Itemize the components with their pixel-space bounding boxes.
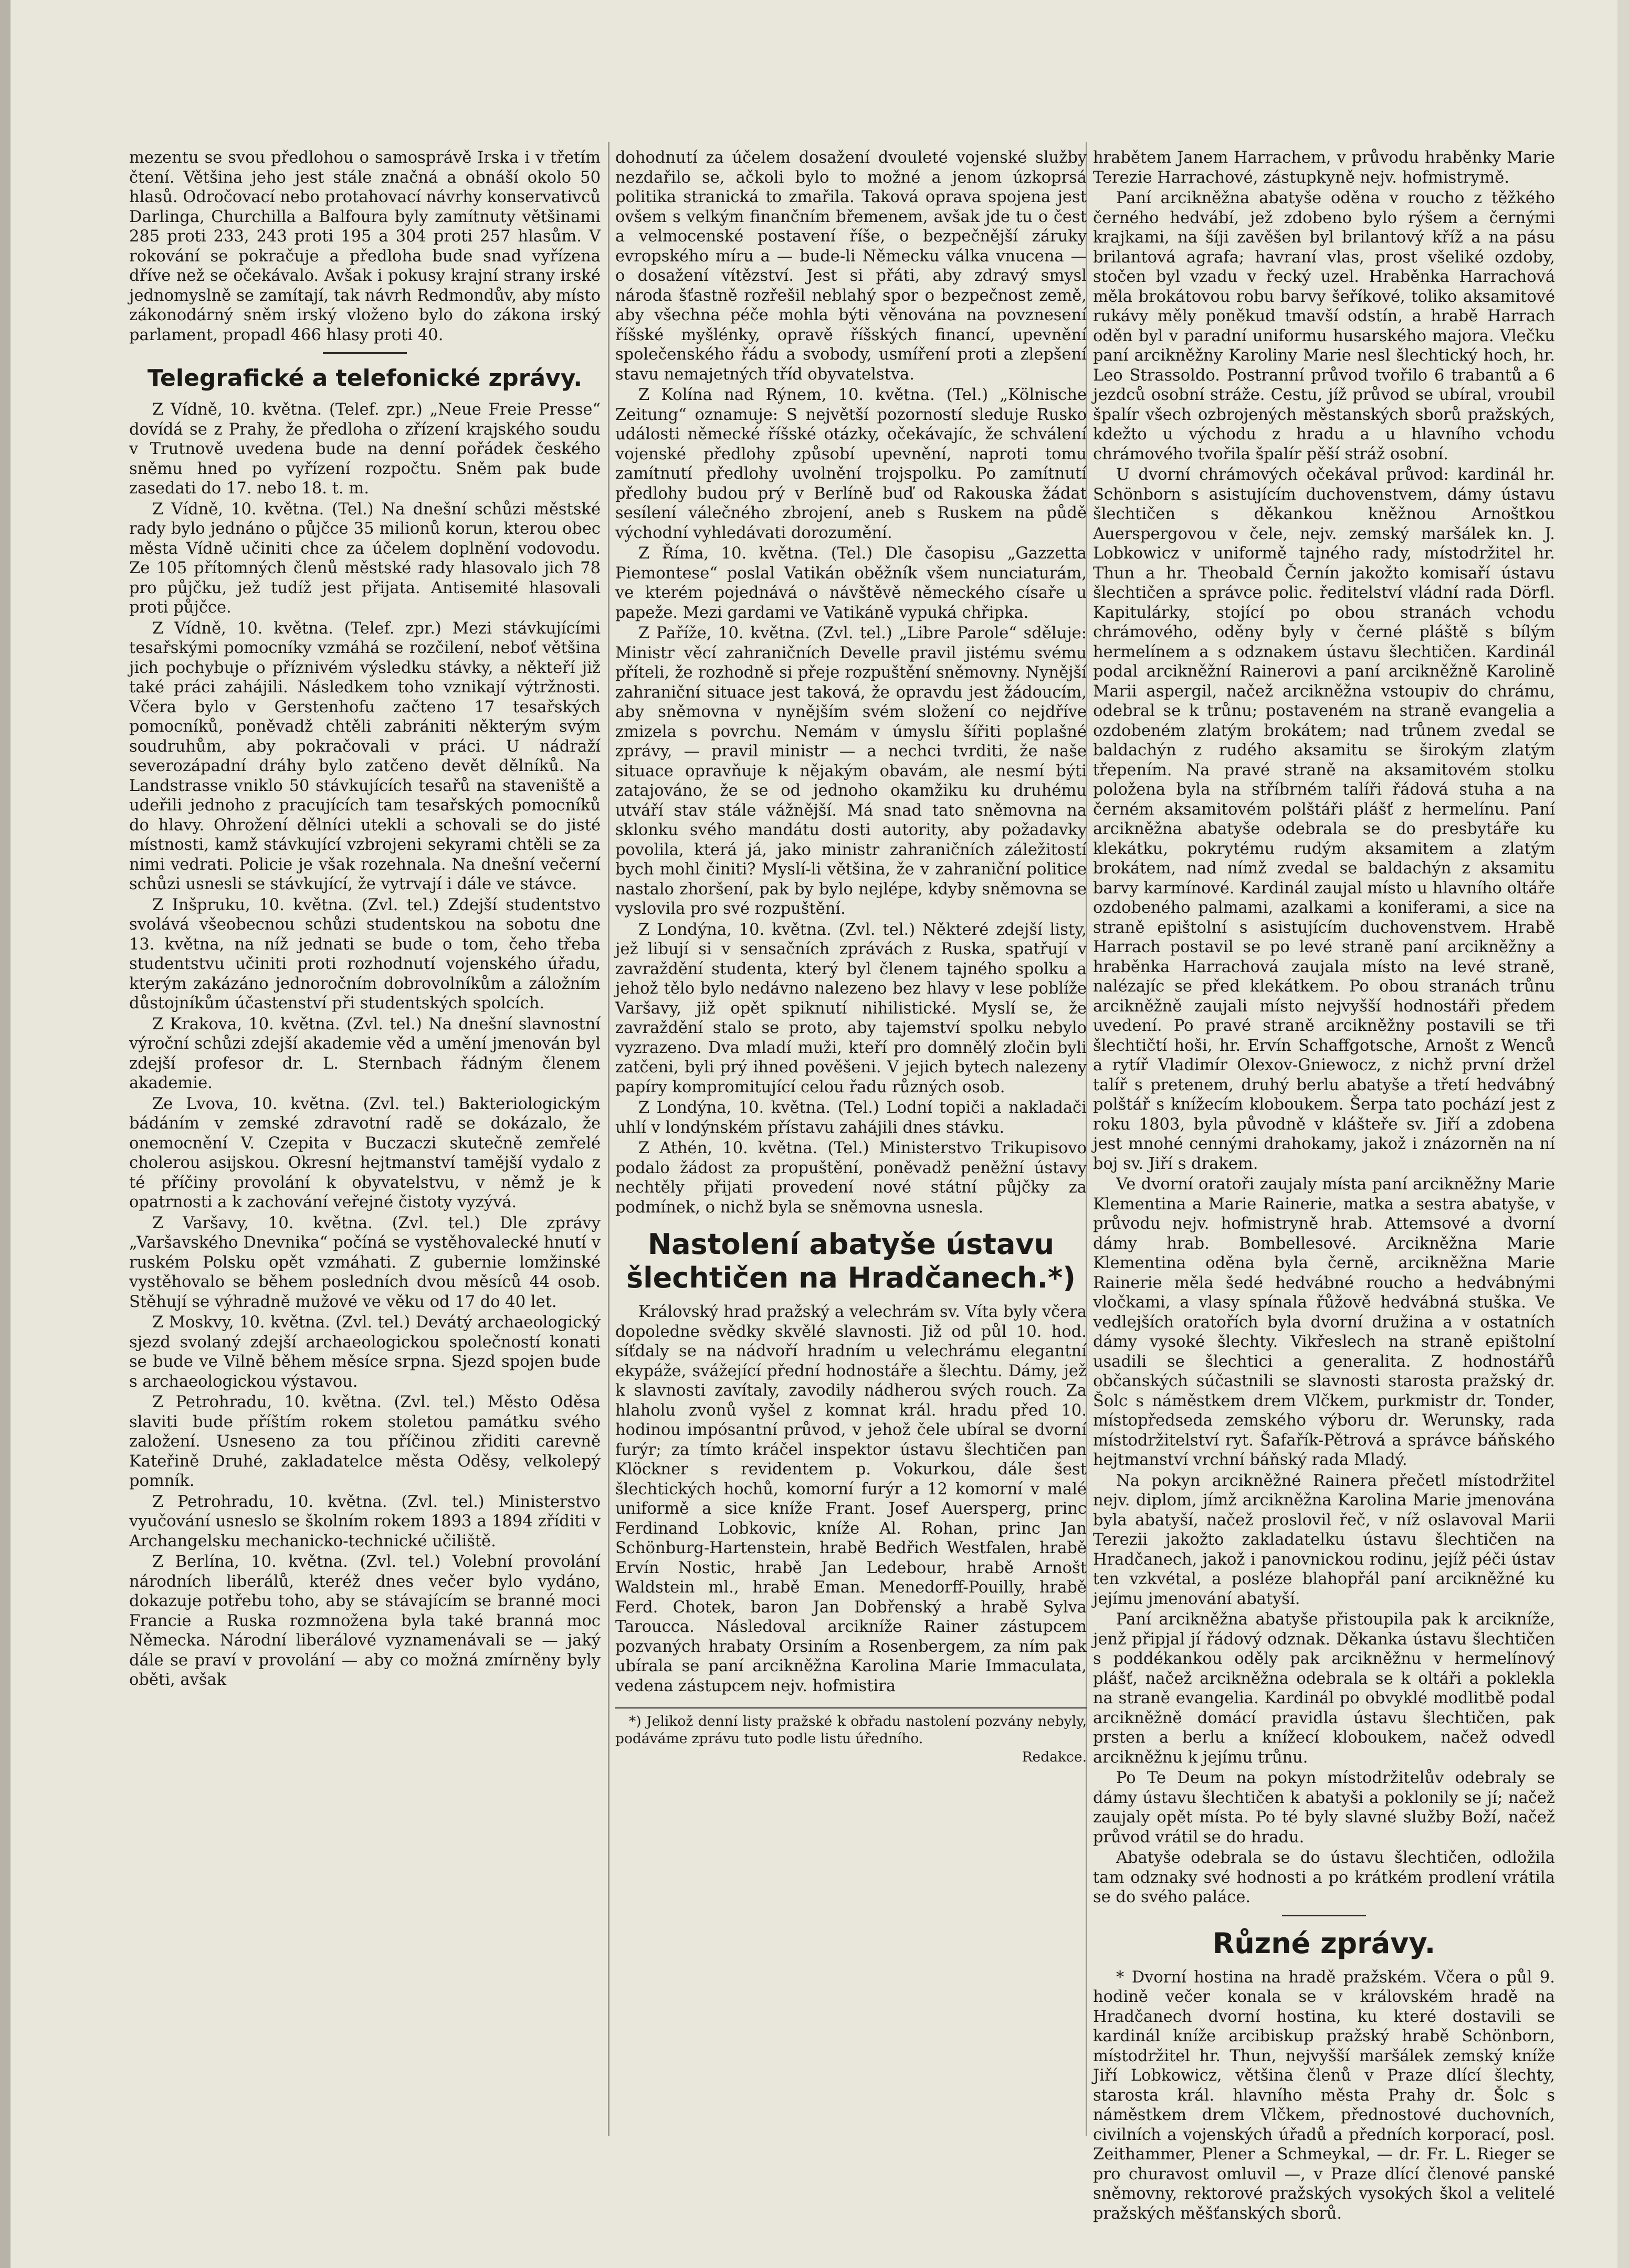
column-middle bbox=[615, 148, 1087, 1766]
article-irish-home-rule-end: mezentu se svou předlohou o samosprávě Irska i v třetím čtení. Většina jeho jest stále značná a obnáší okolo 50 hlasů. Odročovací nebo protahovací návrhy konservativců Darlinga, Churchilla a Balfoura byly zamítnuty většinami 285 proti 233, 243 proti 195 a 304 proti 257 hlasům. V rokování se pokračuje a předloha bude snad vyřízena dříve než se očekávalo. Avšak i pokusy krajní strany irské jednomyslně se zamítají, tak návrh Redmondův, aby místo zákonodárný sněm irský vloženo bylo do zákona irský parlament, propadl 466 hlasy proti 40. bbox=[129, 149, 601, 344]
page-edge-right bbox=[1617, 0, 1629, 2268]
heading-abbess-installation: Nastolení abatyše ústavu šlechtičen na Hradčanech.*) bbox=[626, 1228, 1076, 1294]
column-rule-1 bbox=[608, 142, 609, 2136]
article-abbess-attire: Paní arcikněžna abatyše oděna v roucho z těžkého černého hedvábí, jež zdobeno bylo rýšem a černými krajkami, na šíji zavěšen byl brilantový kříž a na pásu brilantová agrafa; havraní vlas, prost všeliké ozdoby, stočen byl vzadu v řecký uzel. Hraběnka Harrachová měla brokátovou robu barvy šeříkové, toliko aksamitové rukávy měly poněkud tmavší odstín, a hrabě Harrach oděn byl v paradní uniformu husarského majora. Vlečku paní arcikněžny Karoliny Marie nesl šlechtický hoch, hr. Leo Strassoldo. Postranní průvod tvořilo 6 trabantů a 6 jezdců osobní stráže. Cestu, jíž průvod se ubíral, vroubil špalír všech ozbrojených městanských sborů pražských, kdežto u východu z hradu a u hlavního vchodu chrámového tvořila špalír pěší stráž osobní. bbox=[1093, 189, 1555, 463]
footnote-signature: Redakce. bbox=[1022, 1749, 1087, 1765]
news-berlin-liberals-cont: dohodnutí za účelem dosažení dvouleté vojenské služby nezdařilo se, ačkoli bylo to možné a jenom úzkoprsá politika stranická to zmařila. Taková oprava spojena jest ovšem s velkým finančním břemenem, avšak jde tu o čest a velmocenské postavení říše, o bezpečnější záruky evropského míru a — bude-li Německu válka vnucena — o dosažení vítězství. Jest si přáti, aby zdravý smysl národa šťastně rozřešil neblahý spor o bezpečnost země, aby všechna péče mohla býti věnována na povznesení říšské myšlénky, opravě říšských financí, upevnění společenského řádu a svobody, usmíření proti a zlepšení stavu nemajetných tříd obyvatelstva. bbox=[615, 149, 1087, 384]
news-krakow-academy: Z Krakova, 10. května. (Zvl. tel.) Na dnešní slavnostní výroční schůzi zdejší akademie věd a umění jmenován byl zdejší profesor dr. L. Sternbach řádným členem akademie. bbox=[129, 1015, 601, 1092]
page-shadow-left bbox=[0, 0, 10, 2268]
news-athens: Z Athén, 10. května. (Tel.) Ministerstvo Trikupisovo podalo žádost za propuštění, poněvadž peněžní ústavy nechtěly přijati provedení nové státní půjčky za podmínek, o nichž byla se sněmovna usnesla. bbox=[615, 1139, 1087, 1217]
news-innsbruck-students: Z Inšpruku, 10. května. (Zvl. tel.) Zdejší studentstvo svolává všeobecnou schůzi studentskou na sobotu dne 13. května, na níž jednati se bude o tom, čeho třeba studentstvu učiniti proti rozhodnutí vojenského úřadu, kterým zakázáno jednoročním dobrovolníkům a záložním důstojníkům účastenství při studentských spolcích. bbox=[129, 895, 601, 1012]
news-cologne: Z Kolína nad Rýnem, 10. května. (Tel.) „Kölnische Zeitung“ oznamuje: S největší pozorností sleduje Rusko události německé říšské otázky, očekávajíc, že schválení vojenské předlohy způsobí upevnění, naproti tomu zamítnutí předlohy uvolnění trojspolku. Po zamítnutí předlohy budou prý v Berlíně buď od Rakouska žádat sesílení válečného zbrojení, aneb s Ruskem na půdě východní vyhledávati dorozumění. bbox=[615, 386, 1087, 542]
footnote bbox=[615, 1707, 1087, 1766]
column-left bbox=[129, 148, 601, 1691]
heading-miscellaneous: Různé zprávy. bbox=[1212, 1926, 1436, 1960]
news-lviv-cholera: Ze Lvova, 10. května. (Zvl. tel.) Bakteriologickým bádáním v zemské zdravotní radě se dokázalo, že onemocnění V. Czepita v Buczaczi skutečně zemřelé cholerou asijskou. Okresní hejtmanství tamější vydalo z té příčiny provolání k obyvatelstvu, v němž je k opatrnosti a k zachování veřejné čistoty vyzývá. bbox=[129, 1094, 601, 1211]
section-divider bbox=[323, 352, 407, 354]
article-abbess-diploma: Na pokyn arcikněžné Rainera přečetl místodržitel nejv. diplom, jímž arcikněžna Karolina Marie jmenována byla abatyší, načež proslovil řeč, v níž oslavoval Marii Terezii jakožto zakladatelku ústavu šlechtičen na Hradčanech, jakož i panovnickou rodinu, jejíž péči ústav ten vzkvétal, a posléze blahopřál paní arcikněžné ku jejímu jmenování abatyší. bbox=[1093, 1471, 1555, 1608]
article-abbess-part1: Královský hrad pražský a velechrám sv. Víta byly včera dopoledne svědky skvělé slavnosti. Již od půl 10. hod. síťdaly se na nádvoří hradním u velechrámu elegantní ekypáže, svážející přední hodnostáře a šlechtu. Dámy, jež k slavnosti zavítaly, zavodily nádherou svých rouch. Za hlaholu zvonů vyšel z komnat král. hradu před 10. hodinou impósantní průvod, v jehož čele ubíral se dvorní furýr; za tímto kráčel inspektor ústavu šlechtičen pan Klöckner s revidentem p. Vokurkou, dále šest šlechtických hochů, komorní furýr a 12 komorní v malé uniformě a sice kníže Frant. Josef Auersperg, princ Ferdinand Lobkovic, kníže Al. Rohan, princ Jan Schönburg-Hartenstein, hrabě Bedřich Westfalen, hrabě Ervín Nostic, hrabě Jan Ledebour, hrabě Arnošt Waldstein ml., hrabě Eman. Menedorff-Pouilly, hrabě Ferd. Chotek, baron Jan Dobřenský a hrabě Sylva Taroucca. Následoval arcikníže Rainer zástupcem pozvaných hrabaty Orsiním a Rosenbergem, za ním pak ubírala se paní arcikněžna Karolina Marie Immaculata, vedena zástupcem nejv. hofmistira bbox=[615, 1303, 1087, 1695]
news-rome: Z Říma, 10. května. (Tel.) Dle časopisu „Gazzetta Piemontese“ poslal Vatikán oběžník všem nunciaturám, ve kterém pojednává o návštěvě německého císaře u papeže. Mezi gardami ve Vatikáně vypuká chřipka. bbox=[615, 544, 1087, 622]
news-court-banquet: * Dvorní hostina na hradě pražském. Včera o půl 9. hodině večer konala se v královském hradě na Hradčanech dvorní hostina, ku které dostavili se kardinál kníže arcibiskup pražský hrabě Schönborn, místodržitel hr. Thun, nejvyšší maršálek zemský kníže Jiří Lobkowicz, většina členů v Praze dlící šlechty, starosta král. hlavního města Prahy dr. Šolc s náměstkem drem Vlčkem, přednostové duchovních, civilních a vojenských úřadů a předních korporací, posl. Zeithammer, Plener a Schmeykal, — dr. Fr. L. Rieger se pro churavost omluvil —, v Praze dlící členové panské sněmovny, rektorové pražských vysokých škol a velitelé pražských měšťanských sborů. bbox=[1093, 1968, 1555, 2223]
heading-telegraphic-news: Telegrafické a telefonické zprávy. bbox=[147, 365, 583, 392]
news-warsaw-emigration: Z Varšavy, 10. května. (Zvl. tel.) Dle zprávy „Varšavského Dnevnika“ počíná se vystěhovalecké hnutí v ruském Polsku opět vzmáhati. Z gubernie lomžinské vystěhovalo se během posledních dvou měsíců 44 osob. Stěhují se výhradně mužové ve věku od 17 do 40 let. bbox=[129, 1214, 601, 1311]
section-divider bbox=[1282, 1915, 1366, 1916]
news-paris: Z Paříže, 10. května. (Zvl. tel.) „Libre Parole“ sděluje: Ministr věcí zahraničních Develle pravil jistému svému příteli, že rozhodně si přeje rozpuštění sněmovny. Nynější zahraniční situace jest taková, že opravdu jest žádoucím, aby sněmovna v nynějším svém složení co nejdříve zmizela s povrchu. Nemám v úmyslu šířiti poplašné zprávy, — pravil ministr — a nechci tvrditi, že naše situace opravňuje k nějakým obavám, ale nesmí býti zatajováno, že se od jednoho okamžiku ku druhému utváří stav stále vážnější. Má snad tato sněmovna na sklonku svého mandátu dosti autority, aby požadavky povolila, která já, jako ministr zahraničních záležitostí bych mohl činiti? Myslí-li většina, že v zahraniční politice nastalo zhoršení, pak by bylo nejlépe, kdyby sněmovna se vyslovila pro své rozpuštění. bbox=[615, 624, 1087, 918]
news-london-nihilists: Z Londýna, 10. května. (Zvl. tel.) Některé zdejší listy, jež libují si v sensačních zprávách z Ruska, spatřují v zavraždění studenta, který byl členem tajného spolku a jehož tělo bylo nedávno nalezeno bez hlavy v lese poblíže Varšavy, již opět spiknutí nihilistické. Myslí se, že zavraždění stalo se proto, aby tajemství spolku nebylo vyzrazeno. Dva mladí muži, kteří pro domnělý zločin byli zatčeni, byli prý ihned pověšeni. V jejich bytech nalezeny papíry kompromitující celou řadu různých osob. bbox=[615, 920, 1087, 1096]
article-abbess-end: Abatyše odebrala se do ústavu šlechtičen, odložila tam odznaky své hodnosti a po krátkém prodlení vrátila se do svého paláce. bbox=[1093, 1849, 1555, 1906]
article-abbess-ceremony: U dvorní chrámových očekával průvod: kardinál hr. Schönborn s asistujícím duchovenstvem, dámy ústavu šlechtičen s děkankou kněžnou Arnoštkou Auerspergovou v čele, nejv. zemský maršálek kn. J. Lobkowicz v uniformě tajného rady, místodržitel hr. Thun a hr. Theobald Černín jakožto komisaří ústavu šlechtičen a správce polic. ředitelství vládní rada Dörfl. Kapitulárky, stojící po obou stranách vchodu chrámového, oděny byly v černé pláště s bílým hermelínem a s odznakem ústavu šlechtičen. Kardinál podal arcikněžní Rainerovi a paní arcikněžně Karolině Marii aspergil, načež arcikněžna vstoupiv do chrámu, odebral se k trůnu; postaveném na straně evangelia a ozdobeném zlatým brokátem; nad trůnem zvedal se baldachýn z rudého aksamitu se širokým zlatým třepením. Na pravé straně na aksamitovém stolku položena byla na stříbrném talíři řádová stuha a na černém aksamitovém polštáři plášť z hermelínu. Paní arcikněžna abatyše odebrala se do presbytáře ku klekátku, pokrytému rudým aksamitem a zlatým brokátem, nad nímž zvedal se baldachýn z aksamitu barvy karmínové. Kardinál zaujal místo u hlavního oltáře ozdobeného palmami, azalkami a koniferami, a sice na straně epištolní s asistujícím duchovenstvem. Hrabě Harrach postavil se po levé straně paní arcikněžny a hraběnka Harrachová zaujala místo na levé straně, nalézajíc se před klekátkem. Po obou stranách trůnu arcikněžně zaujali místo nejvyšší hodnostáři předem uvedení. Po pravé straně arcikněžny postavili se tři šlechtičtí hoši, hr. Ervín Schaffgotsche, Arnošt z Wenců a rytíř Vladimír Olexov-Gniewocz, z nichž první držel talíř s pretenem, druhý berlu abatyše a třetí hedvábný polštář s knížecím kloboukem. Šerpa tato pochází jest z roku 1803, byla původně v klášteře sv. Jiří a zdobena jest mnohé cennými drahokamy, jakož i znázorněn na ní boj sv. Jiří s drakem. bbox=[1093, 466, 1555, 1173]
news-petersburg-odessa: Z Petrohradu, 10. května. (Zvl. tel.) Město Oděsa slaviti bude příštím rokem stoletou památku svého založení. Usneseno za tou příčinou zřiditi carevně Kateřině Druhé, zakladatelce města Oděsy, velkolepý pomník. bbox=[129, 1393, 601, 1490]
news-petersburg-archangelsk: Z Petrohradu, 10. května. (Zvl. tel.) Ministerstvo vyučování usneslo se školním rokem 1893 a 1894 zříditi v Archangelsku mechanicko-technické učiliště. bbox=[129, 1492, 601, 1550]
article-abbess-te-deum: Po Te Deum na pokyn místodržitelův odebraly se dámy ústavu šlechtičen k abatyši a poklonily se jí; načež zaujaly opět místa. Po té byly slavné služby Boží, načež průvod vrátil se do hradu. bbox=[1093, 1769, 1555, 1847]
article-abbess-cont: hrabětem Janem Harrachem, v průvodu hraběnky Marie Terezie Harrachové, zástupkyně nejv. hofmistrymě. bbox=[1093, 149, 1555, 187]
news-vienna-city-loan: Z Vídně, 10. května. (Tel.) Na dnešní schůzi městské rady bylo jednáno o půjčce 35 milionů korun, kterou obec města Vídně učiniti chce za účelem doplnění vodovodu. Ze 105 přítomných členů městské rady hlasovalo jich 78 pro půjčku, jež tudíž jest přijata. Antisemité hlasovali proti půjčce. bbox=[129, 500, 601, 617]
news-vienna-trutnov-court: Z Vídně, 10. května. (Telef. zpr.) „Neue Freie Presse“ dovídá se z Prahy, že předloha o zřízení krajského soudu v Trutnově uvedena bude na denní pořádek českého sněmu hned po vyřízení rozpočtu. Sněm pak bude zasedati do 17. nebo 18. t. m. bbox=[129, 400, 601, 498]
news-vienna-carpenters-strike: Z Vídně, 10. května. (Telef. zpr.) Mezi stávkujícími tesařskými pomocníky vzmáhá se rozčilení, neboť většina jich pochybuje o příznivém výsledku stávky, a někteří již také práci zahájili. Následkem toho vznikají výtržnosti. Včera bylo v Gerstenhofu začteno 17 tesařských pomocníků, poněvadž chtěli zabrániti některým svým soudruhům, aby pokračovali v práci. U nádraží severozápadní dráhy bylo zatčeno devět dělníků. Na Landstrasse vniklo 50 stávkujících tesařů na staveniště a udeřili jednoho z pracujících tam tesařských pomocníků do hlavy. Ohrožení dělníci utekli a schovali se do jisté místnosti, kamž stávkující vzbrojeni sekyrami chtěli se za nimi vedrati. Policie je však rozehnala. Na dnešní večerní schůzi usnesli se stávkující, že vytrvají i dále ve stávce. bbox=[129, 619, 601, 893]
footnote-text: *) Jelikož denní listy pražské k obřadu nastolení pozvány nebyly, podáváme zprávu tuto podle listu úředního. bbox=[615, 1713, 1087, 1747]
news-london-strike: Z Londýna, 10. května. (Tel.) Lodní topiči a nakladači uhlí v londýnském přístavu zahájili dnes stávku. bbox=[615, 1099, 1087, 1137]
article-abbess-oratory: Ve dvorní oratoři zaujaly místa paní arcikněžny Marie Klementina a Marie Rainerie, matka a sestra abatyše, v průvodu nejv. hofmistryně hrab. Attemsové a dvorní dámy hrab. Bombellesové. Arcikněžna Marie Klementina oděna byla černě, arcikněžna Marie Rainerie měla šedé hedvábné roucho a hedvábnými vločkami, a vlasy spínala řůžově hedvábná stuška. Ve vedlejších oratořích byla dvorní družina a v ostatních dámy vysoké šlechty. Vikřeslech na straně epištolní usadili se šlechtici a generalita. Z hodnostářů občanských súčastnili se slavnosti starosta pražský dr. Šolc s náměstkem drem Vlčkem, purkmistr dr. Tonder, místopředseda zemského výboru dr. Werunsky, rada místodržitelství ryt. Šafařík-Pětrová a správce báňského hejtmanství vrchní báňský rada Mladý. bbox=[1093, 1175, 1555, 1469]
column-right bbox=[1093, 148, 1555, 2224]
article-abbess-insignia: Paní arcikněžna abatyše přistoupila pak k arcikníže, jenž připjal jí řádový odznak. Děkanka ústavu šlechtičen s poddékankou oděly pak arcikněžnu v hermelínový plášť, načež arcikněžna odebrala se k oltáři a poklekla na straně evangelia. Kardinál po obvyklé modlitbě podal arcikněžně domácí pravidla ústavu šlechtičen, pak prsten a berlu a knížecí kloboukem, načež odvedl arcikněžnu k jejímu trůnu. bbox=[1093, 1610, 1555, 1767]
news-berlin-liberals: Z Berlína, 10. května. (Zvl. tel.) Volební provolání národních liberálů, kteréž dnes večer bylo vydáno, dokazuje potřebu toho, aby se stávajícím se branné moci Francie a Ruska rozmnožena byla také branná moc Německa. Národní liberálové vyznamenávali se — jaký dále se praví v provolání — aby co možná zmírněny byly oběti, avšak bbox=[129, 1553, 601, 1689]
news-moscow-archaeology: Z Moskvy, 10. května. (Zvl. tel.) Devátý archaeologický sjezd svolaný zdejší archaeologickou společností konati se bude ve Vilně během měsíce srpna. Sjezd spojen bude s archaeologickou výstavou. bbox=[129, 1313, 601, 1391]
